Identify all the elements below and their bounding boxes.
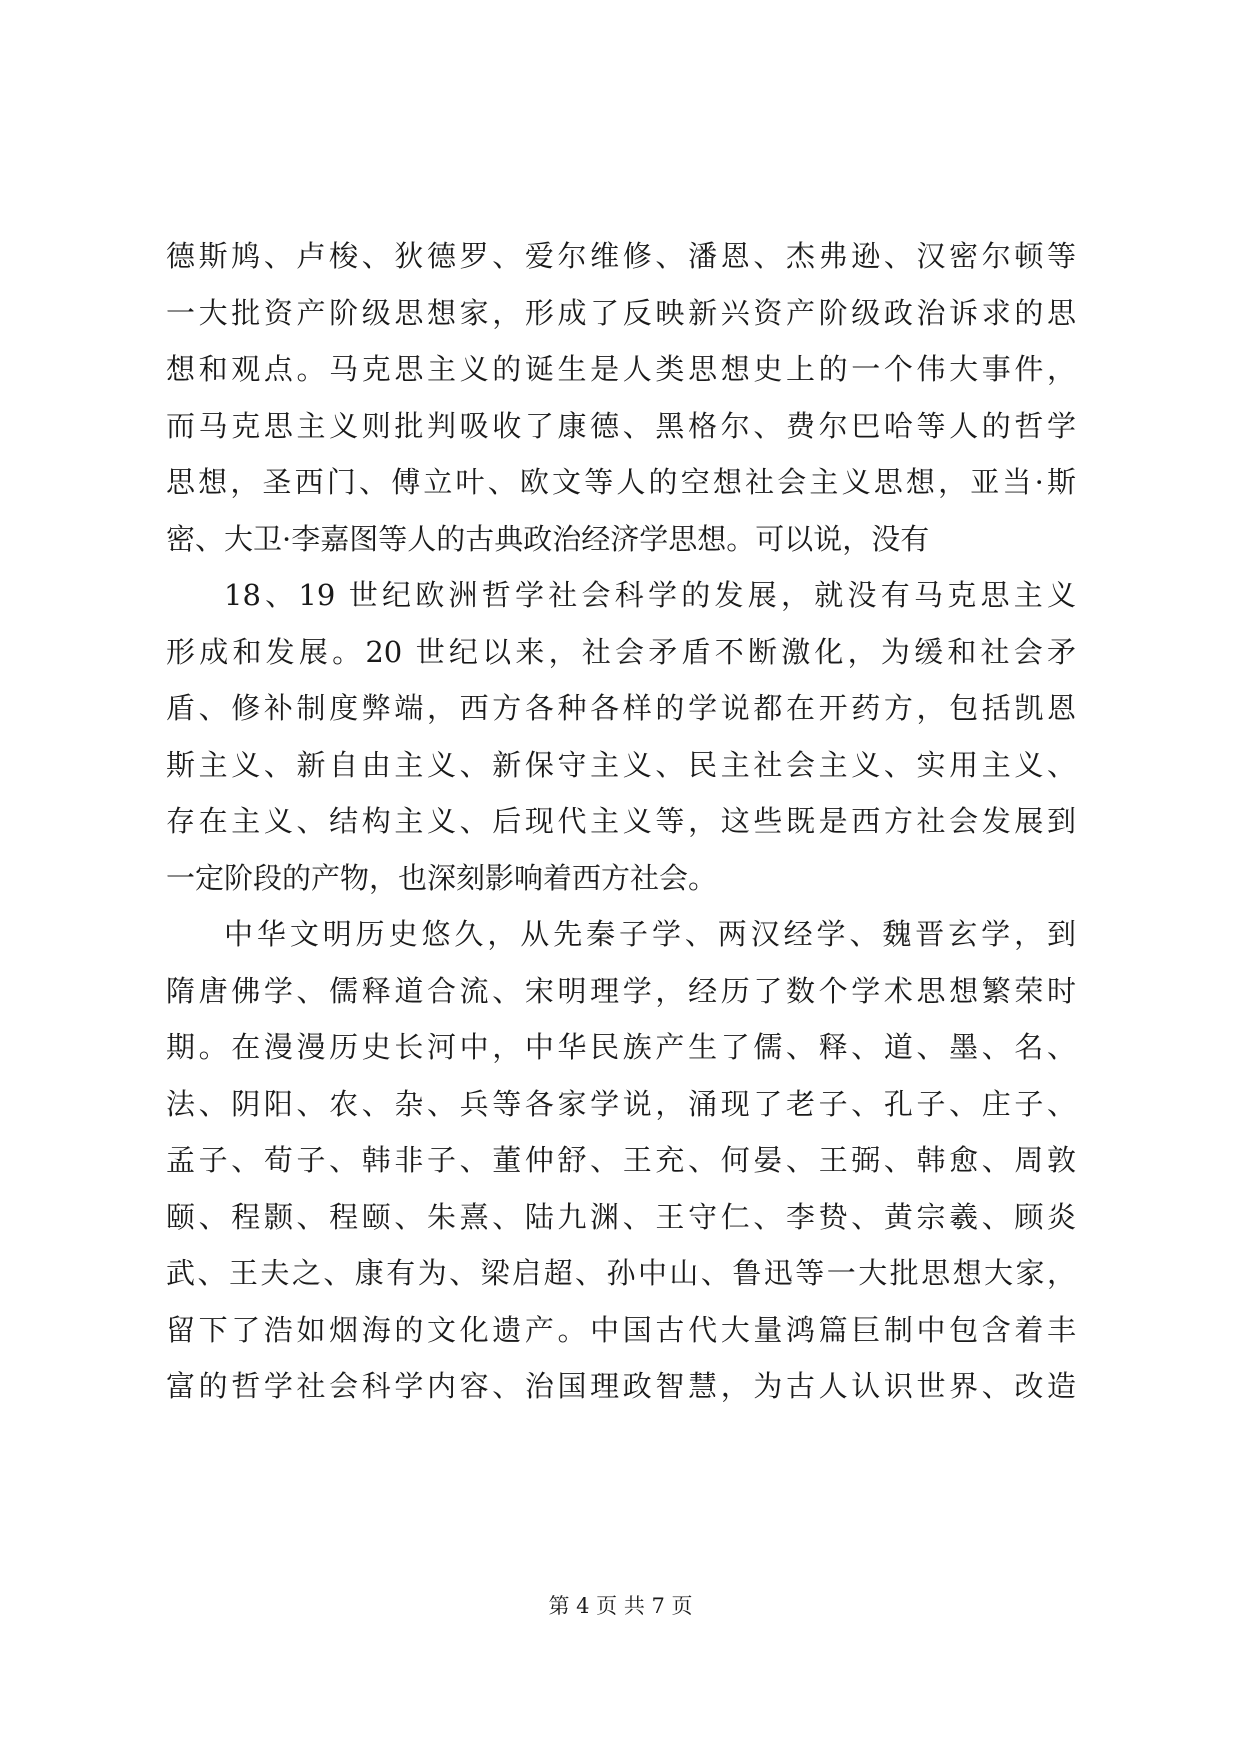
page-number-footer: 第 4 页 共 7 页 bbox=[548, 1594, 693, 1618]
text-line: 一大批资产阶级思想家，形成了反映新兴资产阶级政治诉求的思 bbox=[166, 295, 1076, 330]
text-line: 一定阶段的产物，也深刻影响着西方社会。 bbox=[166, 860, 718, 895]
text-line: 中华文明历史悠久，从先秦子学、两汉经学、魏晋玄学，到 bbox=[224, 917, 1076, 951]
text-line: 法、阴阳、农、杂、兵等各家学说，涌现了老子、孔子、庄子、 bbox=[166, 1086, 1076, 1121]
text-line: 隋唐佛学、儒释道合流、宋明理学，经历了数个学术思想繁荣时 bbox=[166, 973, 1076, 1008]
text-line: 18、19 世纪欧洲哲学社会科学的发展，就没有马克思主义 bbox=[224, 578, 1076, 612]
text-line: 富的哲学社会科学内容、治国理政智慧，为古人认识世界、改造 bbox=[166, 1369, 1076, 1403]
text-line: 孟子、荀子、韩非子、董仲舒、王充、何晏、王弼、韩愈、周敦 bbox=[166, 1143, 1076, 1177]
text-line: 武、王夫之、康有为、梁启超、孙中山、鲁迅等一大批思想大家， bbox=[166, 1256, 1076, 1290]
text-line: 盾、修补制度弊端，西方各种各样的学说都在开药方，包括凯恩 bbox=[166, 691, 1076, 725]
text-line: 存在主义、结构主义、后现代主义等，这些既是西方社会发展到 bbox=[166, 804, 1076, 838]
text-line: 而马克思主义则批判吸收了康德、黑格尔、费尔巴哈等人的哲学 bbox=[166, 408, 1076, 443]
text-line: 留下了浩如烟海的文化遗产。中国古代大量鸿篇巨制中包含着丰 bbox=[166, 1312, 1076, 1347]
text-line: 期。在漫漫历史长河中，中华民族产生了儒、释、道、墨、名、 bbox=[166, 1030, 1076, 1064]
body-text bbox=[166, 228, 1076, 1415]
text-line: 密、大卫·李嘉图等人的古典政治经济学思想。可以说，没有 bbox=[166, 521, 930, 556]
text-line: 想和观点。马克思主义的诞生是人类思想史上的一个伟大事件， bbox=[166, 352, 1076, 386]
text-line: 形成和发展。20 世纪以来，社会矛盾不断激化，为缓和社会矛 bbox=[166, 634, 1076, 669]
text-line: 思想，圣西门、傅立叶、欧文等人的空想社会主义思想，亚当·斯 bbox=[166, 465, 1076, 499]
text-line: 颐、程颢、程颐、朱熹、陆九渊、王守仁、李贽、黄宗羲、顾炎 bbox=[166, 1199, 1076, 1234]
text-line: 斯主义、新自由主义、新保守主义、民主社会主义、实用主义、 bbox=[166, 747, 1076, 782]
text-line: 德斯鸠、卢梭、狄德罗、爱尔维修、潘恩、杰弗逊、汉密尔顿等 bbox=[166, 239, 1076, 273]
